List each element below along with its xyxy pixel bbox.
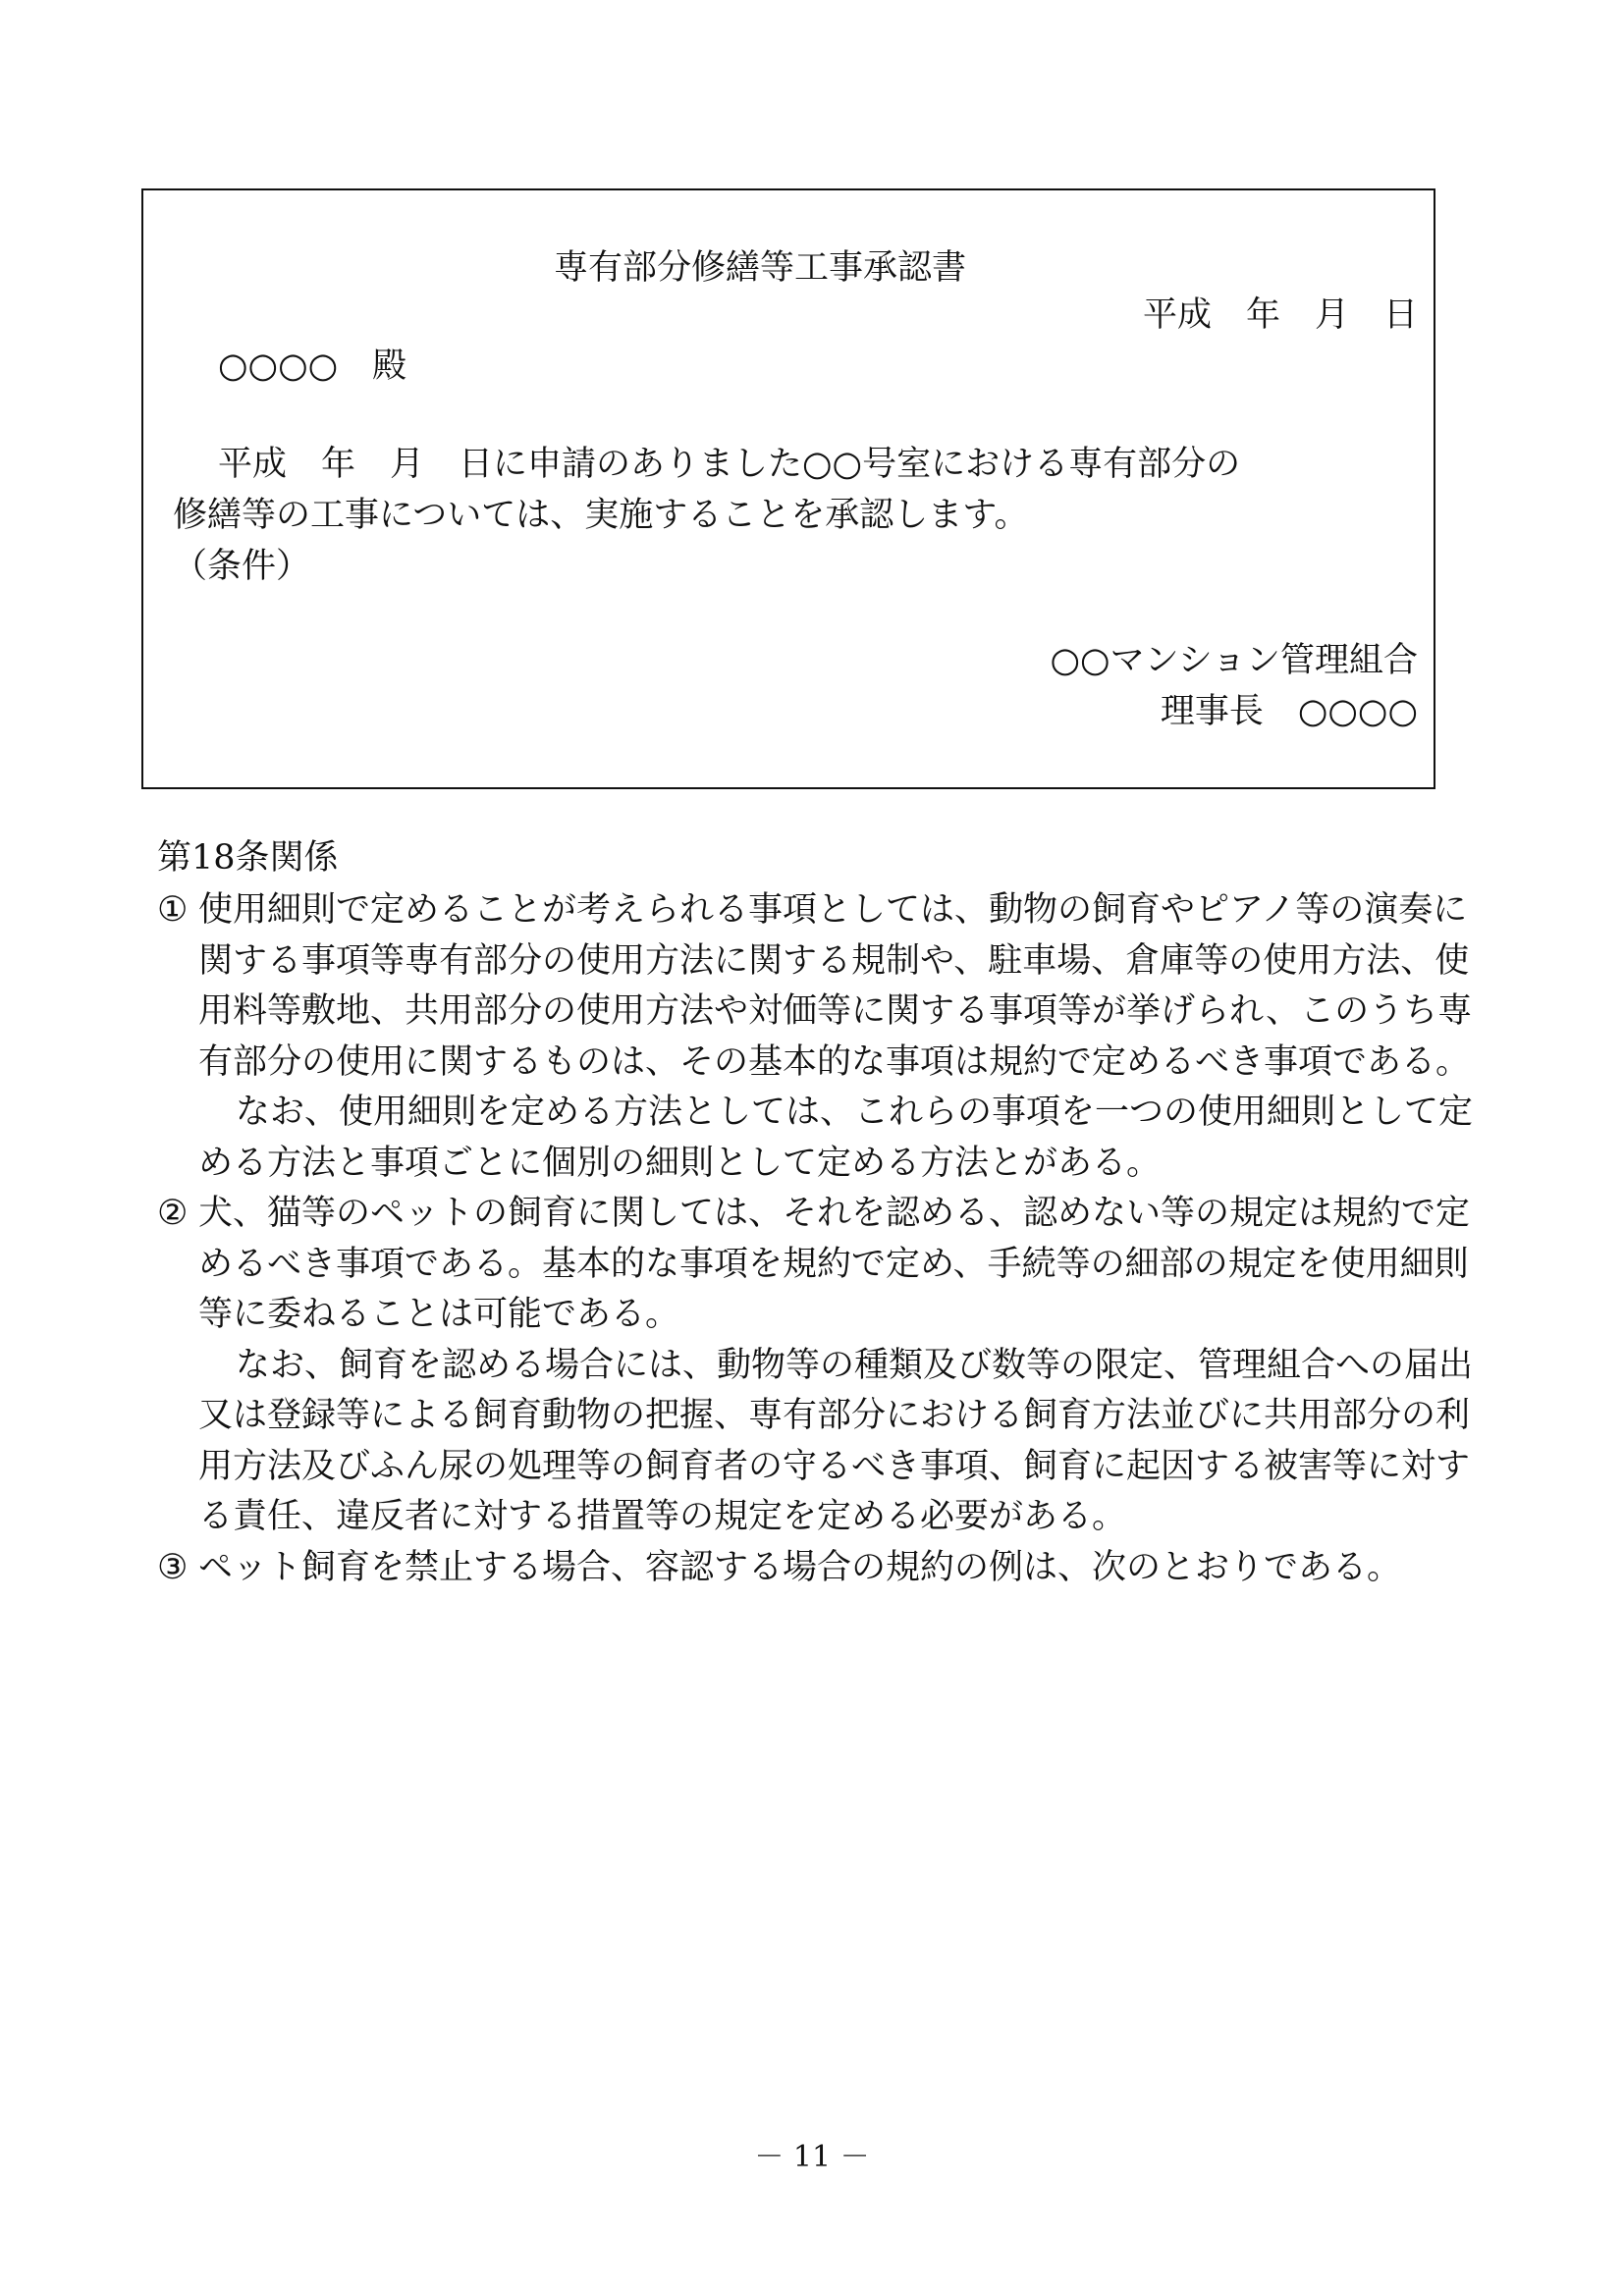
commentary-paragraph-3 [157,1543,1473,1594]
approval-form-box [141,188,1435,789]
commentary-body [157,885,1473,1593]
commentary-paragraph-1 [157,885,1473,1088]
form-addressee: ○○○○ 殿 [218,347,407,386]
page-number: － 11 － [754,2140,870,2174]
commentary-paragraph-1-note: なお、使用細則を定める方法としては、これらの事項を一つの使用細則として定める方法と事項ごとに個別の細則として定める方法とがある。 [198,1093,1474,1183]
form-date: 平成 年 月 日 [1142,295,1418,335]
section-heading: 第18条関係 [157,838,339,878]
commentary-paragraph-2-note: なお、飼育を認める場合には、動物等の種類及び数等の限定、管理組合への届出又は登録等による飼育動物の把握、専有部分における飼育方法並びに共用部分の利用方法及びふん尿の処理等の飼育者の守るべき事項、飼育に起因する被害等に対する責任、違反者に対する措置等の規定を定める必要がある。 [198,1345,1474,1536]
form-body-line-1: 平成 年 月 日に申請のありました○○号室における専有部分の [218,445,1241,484]
form-issuer-name: 理事長 ○○○○ [1160,692,1418,731]
form-issuer-organization: ○○マンション管理組合 [1050,641,1418,680]
commentary-paragraph-2 [157,1189,1473,1341]
form-body-line-2: 修繕等の工事については、実施することを承認します。 [173,496,1029,535]
paragraph-text-2: 犬、猫等のペットの飼育に関しては、それを認める、認めない等の規定は規約で定めるべき事項である。基本的な事項を規約で定め、手続等の細部の規定を使用細則等に委ねることは可能である。 [198,1194,1471,1334]
paragraph-text-1: 使用細則で定めることが考えられる事項としては、動物の飼育やピアノ等の演奏に関する事項等専有部分の使用方法に関する規制や、駐車場、倉庫等の使用方法、使用料等敷地、共用部分の使用方法や対価等に関する事項等が挙げられ、このうち専有部分の使用に関するものは、その基本的な事項は規約で定めるべき事項である。 [198,890,1473,1082]
form-conditions-label: （条件） [173,547,311,586]
form-title: 専有部分修繕等工事承認書 [554,248,967,288]
paragraph-number-2: ② [157,1194,189,1233]
paragraph-number-1: ① [157,890,189,930]
paragraph-text-3: ペット飼育を禁止する場合、容認する場合の規約の例は、次のとおりである。 [198,1547,1402,1587]
paragraph-number-3: ③ [157,1547,189,1587]
